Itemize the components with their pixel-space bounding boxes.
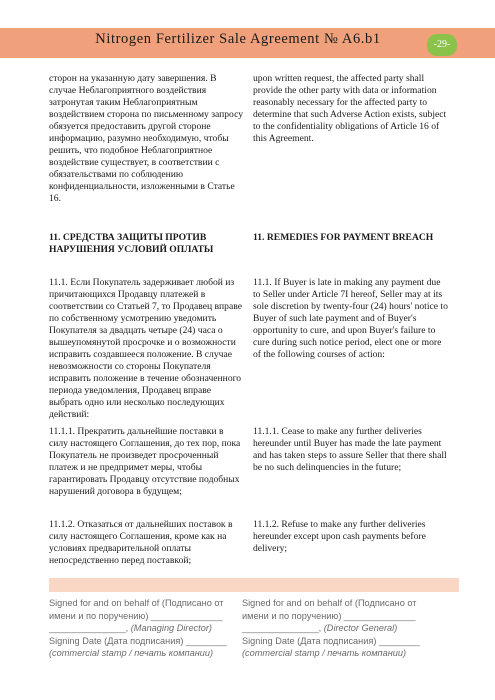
ru-paragraph-11-1-2: 11.1.2. Отказаться от дальнейших поставок в силу настоящего Соглашения, кроме как на условиях предварительной оплаты непосредственно перед поставкой; <box>49 519 233 566</box>
signature-block-left <box>49 597 249 660</box>
sig-right-line1: Signed for and on behalf of (Подписано от <box>242 598 417 608</box>
ru-paragraph-intro: сторон на указанную дату завершения. В случае Неблагоприятного воздействия затронутая таким Неблагоприятным воздействием сторона по письменному запросу обязуется предоставить другой стороне информацию, разумно необходимую, чтобы решить, что подобное Неблагоприятное воздействие существует, в соответствии с обязательствами по соблюдению конфиденциальности, изложенными в Статье 16. <box>49 73 244 204</box>
sig-right-line2: имени и по поручению) ______________ <box>242 610 416 621</box>
sig-left-line2: имени и по поручению) ______________ <box>49 610 223 621</box>
en-paragraph-11-1-1: 11.1.1. Cease to make any further deliveries hereunder until Buyer has made the late payment and has taken steps to assure Seller that there shall be no such delinquencies in the future; <box>253 426 447 473</box>
sig-right-role: (Director General) <box>323 623 398 633</box>
sig-left-role: (Managing Director) <box>130 623 212 633</box>
page-number-badge: -29- <box>427 34 457 56</box>
ru-paragraph-11-1-1: 11.1.1. Прекратить дальнейшие поставки в силу настоящего Соглашения, до тех пор, пока Покупатель не произведет просроченный платеж и не предпримет меры, чтобы гарантировать Продавцу отсутствие подобных нарушений договора в будущем; <box>49 426 241 497</box>
sig-left-date: Signing Date (Дата подписания) ________ <box>49 635 227 646</box>
ru-paragraph-11-1: 11.1. Если Покупатель задерживает любой из причитающихся Продавцу платежей в соответствии со Статьей 7, то Продавец вправе по собственному усмотрению уведомить Покупателя за двадцать четыре (24) часа о вышеупомянутой просрочке и о возможности исправить создавшееся положение. В случае невозможности со стороны Покупателя исправить положение в течение обозначенного периода уведомления, Продавец вправе выбрать одно или несколько последующих действий: <box>49 277 242 420</box>
sig-left-line3: _______________, (Managing Director) <box>49 623 212 633</box>
sig-right-date: Signing Date (Дата подписания) ________ <box>242 635 420 646</box>
en-paragraph-intro: upon written request, the affected party shall provide the other party with data or information reasonably necessary for the affected party to determine that such Adverse Action exists, subject to the confidentiality obligations of Article 16 of this Agreement. <box>253 73 447 144</box>
footer-band <box>49 578 459 592</box>
en-paragraph-11-1-2: 11.1.2. Refuse to make any further deliveries hereunder except upon cash payments before delivery; <box>253 519 426 554</box>
en-section-heading: 11. REMEDIES FOR PAYMENT BREACH <box>253 232 434 243</box>
sig-left-line1: Signed for and on behalf of (Подписано от <box>49 598 224 608</box>
signature-block-right <box>242 597 442 660</box>
document-title: Nitrogen Fertilizer Sale Agreement № A6.b1 <box>95 31 381 47</box>
sig-right-stamp: (commercial stamp / печать компании) <box>242 648 407 658</box>
ru-section-heading: 11. СРЕДСТВА ЗАЩИТЫ ПРОТИВ НАРУШЕНИЯ УСЛОВИЙ ОПЛАТЫ <box>49 232 214 255</box>
sig-left-stamp: (commercial stamp / печать компании) <box>49 648 214 658</box>
en-paragraph-11-1: 11.1. If Buyer is late in making any payment due to Seller under Article 7I hereof, Seller may at its sole discretion by twenty-four (24) hours' notice to Buyer of such late payment and of Buyer's opportunity to cure, and upon Buyer's failure to cure during such notice period, elect one or more of the following courses of action: <box>253 277 448 360</box>
sig-right-line3: _______________, (Director General) <box>242 623 398 633</box>
